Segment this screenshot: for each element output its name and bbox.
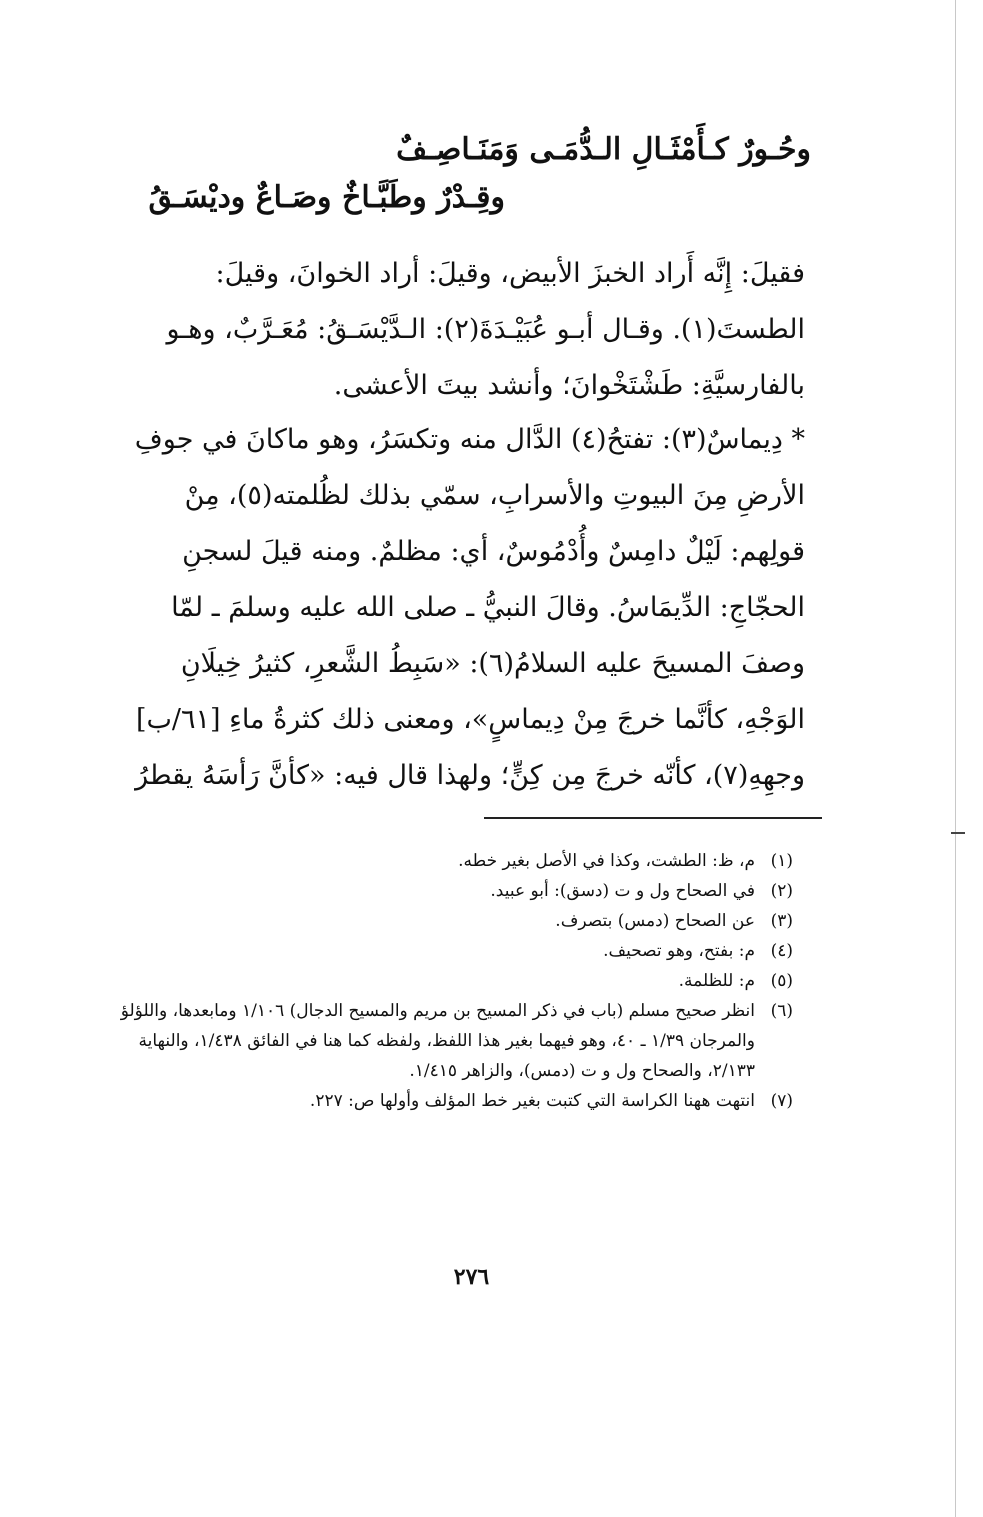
footnote-number: (٤) [770,941,793,961]
paragraph-line: الوَجْهِ، كأنَّما خرجَ مِنْ دِيماسٍ»، ومعنى ذلك كثرةُ ماءِ [٦١/ب] [135,704,805,735]
paragraph-line: الحجّاجِ: الدِّيمَاسُ. وقالَ النبيُّ ـ صلى الله عليه وسلمَ ـ لمّا [171,592,805,623]
footnote-item [113,876,793,906]
footnote-text: م: بفتح، وهو تصحيف. [603,941,755,961]
paragraph-line: بالفارسيَّةِ: طَشْتَخْوانَ؛ وأنشد بيتَ الأعشى. [333,370,805,401]
footnote-number: (٦) [770,1001,793,1021]
footnote-text: انتهت ههنا الكراسة التي كتبت بغير خط المؤلف وأولها ص: ٢٢٧. [309,1091,755,1111]
footnote-text: م، ظ: الطشت، وكذا في الأصل بغير خطه. [458,851,755,871]
footnote-text: م: للظلمة. [678,971,755,991]
footnote-number: (٥) [770,971,793,991]
paragraph-line: الأرضِ مِنَ البيوتِ والأسرابِ، سمّي بذلك لظُلمته(٥)، مِنْ [184,480,805,511]
footnote-item [113,966,793,996]
footnotes-list [113,846,793,1116]
paragraph-line: وصفَ المسيحَ عليه السلامُ(٦): «سَبِطُ الشَّعرِ، كثيرُ خِيلَانِ [180,648,805,679]
paragraph-line: وجهِهِ(٧)، كأنّه خرجَ مِن كِنٍّ؛ ولهذا قال فيه: «كأنَّ رَأسَهُ يقطرُ [135,760,805,791]
footnote-number: (٣) [770,911,793,931]
footnote-item [113,936,793,966]
paragraph-line: فقيلَ: إِنَّه أَراد الخبزَ الأبيض، وقيلَ: أراد الخوانَ، وقيلَ: [215,258,805,289]
footnote-separator [484,817,822,819]
paragraph-line: الطستَ(١). وقـال أبـو عُبَيْـدَةَ(٢): الـدَّيْسَـقُ: مُعَـرَّبٌ، وهـو [166,314,805,345]
footnote-number: (١) [770,851,793,871]
footnote-item [113,1086,793,1116]
paragraph-2 [134,412,805,804]
paragraph-line: * دِيماسٌ(٣): تفتحُ(٤) الدَّال منه وتكسَرُ، وهو ماكانَ في جوفِ [134,424,805,455]
verse-line-2: وقِـدْرٌ وطَبَّـاخٌ وصَـاعٌ وديْسَـقُ [148,180,505,215]
paragraph-line: قولِهم: لَيْلٌ دامِسٌ وأُدْمُوسٌ، أي: مظلمٌ. ومنه قيلَ لسجنِ [182,536,805,567]
paragraph-1 [166,246,805,414]
page-edge-tick [951,832,965,834]
footnote-number: (٢) [770,881,793,901]
verse-line-1: وحُـورٌ كـأَمْثَـالِ الـدُّمَـى وَمَنَـاصِـفٌ [396,132,811,167]
footnote-number: (٧) [770,1091,793,1111]
footnote-text: في الصحاح ول و ت (دسق): أبو عبيد. [490,881,755,901]
page-number: ٢٧٦ [453,1264,490,1290]
footnote-text: انظر صحيح مسلم (باب في ذكر المسيح بن مريم والمسيح الدجال) ١/١٠٦ ومابعدها، واللؤلؤ والمرجان ١/٣٩ ـ ٤٠، وهو فيهما بغير هذا اللفظ، ولفظه كما هنا في الفائق ١/٤٣٨، والنهاية ٢/١٣٣، والصحاح ول و ت (دمس)، والزاهر ١/٤١٥. [120,1001,755,1081]
footnote-text: عن الصحاح (دمس) بتصرف. [555,911,755,931]
footnote-item [113,846,793,876]
footnote-item [113,906,793,936]
footnote-item [113,996,793,1086]
